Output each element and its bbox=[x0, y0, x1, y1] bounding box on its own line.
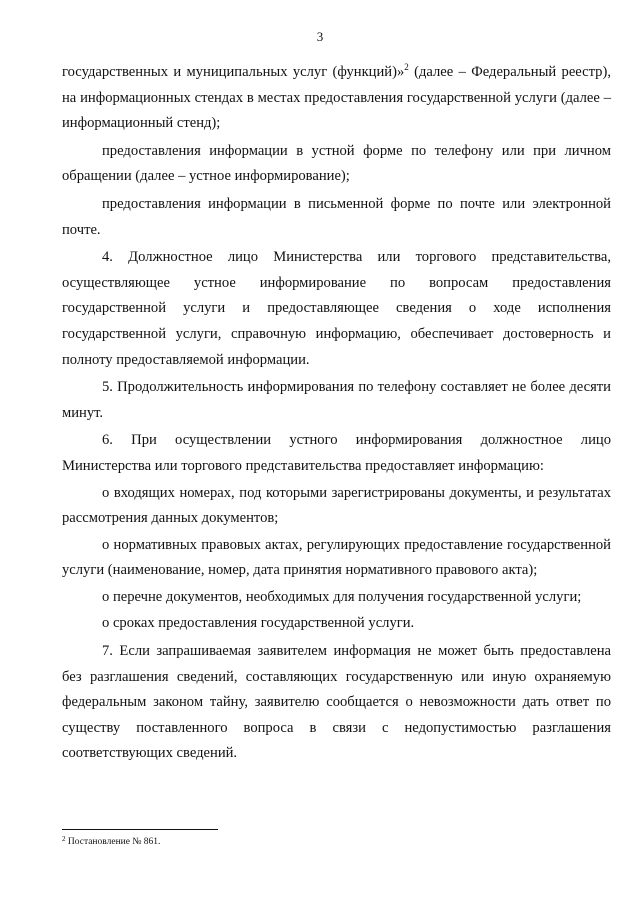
paragraph-service-terms: о сроках предоставления государственной услуги. bbox=[102, 615, 415, 632]
footnote-marker: 2 bbox=[62, 835, 66, 843]
paragraph-text: государственных и муниципальных услуг (функций)» bbox=[62, 64, 405, 80]
document-body bbox=[62, 60, 611, 767]
paragraph-item-7: 7. Если запрашиваемая заявителем информация не может быть предоставлена без разглашения сведений, составляющих государственную или иную охраняемую федеральным законом тайну, заявителю сообщается о невозможности дать ответ по существу поставленного вопроса в связи с недопустимостью разглашения соответствующих сведений. bbox=[62, 643, 611, 762]
paragraph-registry-continuation bbox=[62, 60, 611, 137]
paragraph-incoming-numbers: о входящих номерах, под которыми зарегистрированы документы, и результатах рассмотрения данных документов; bbox=[62, 484, 611, 527]
paragraph-item-5: 5. Продолжительность информирования по телефону составляет не более десяти минут. bbox=[62, 379, 611, 421]
footnote-separator bbox=[62, 829, 218, 830]
paragraph-written-information: предоставления информации в письменной форме по почте или электронной почте. bbox=[62, 195, 611, 238]
paragraph-item-4: 4. Должностное лицо Министерства или торгового представительства, осуществляющее устное информирование по вопросам предоставления государственной услуги и предоставляющее сведения о ходе исполнения государственной услуги, справочную информацию, обеспечивает достоверность и полноту предоставляемой информации. bbox=[62, 249, 611, 368]
paragraph-item-6: 6. При осуществлении устного информирования должностное лицо Министерства или торгового представительства предоставляет информацию: bbox=[62, 432, 611, 474]
paragraph-oral-information: предоставления информации в устной форме по телефону или при личном обращении (далее – устное информирование); bbox=[62, 142, 611, 185]
paragraph-normative-acts: о нормативных правовых актах, регулирующих предоставление государственной услуги (наименование, номер, дата принятия нормативного правового акта); bbox=[62, 536, 611, 579]
footnote-reference: 2 bbox=[404, 62, 409, 72]
footnote-text: Постановление № 861. bbox=[65, 837, 161, 847]
page-number: 3 bbox=[316, 29, 324, 44]
footnote bbox=[62, 836, 160, 848]
paragraph-documents-list: о перечне документов, необходимых для получения государственной услуги; bbox=[102, 588, 582, 605]
paragraph-text: (далее – Федеральный реестр), на информационных стендах в местах предоставления государственной услуги (далее – информационный стенд); bbox=[62, 64, 611, 132]
